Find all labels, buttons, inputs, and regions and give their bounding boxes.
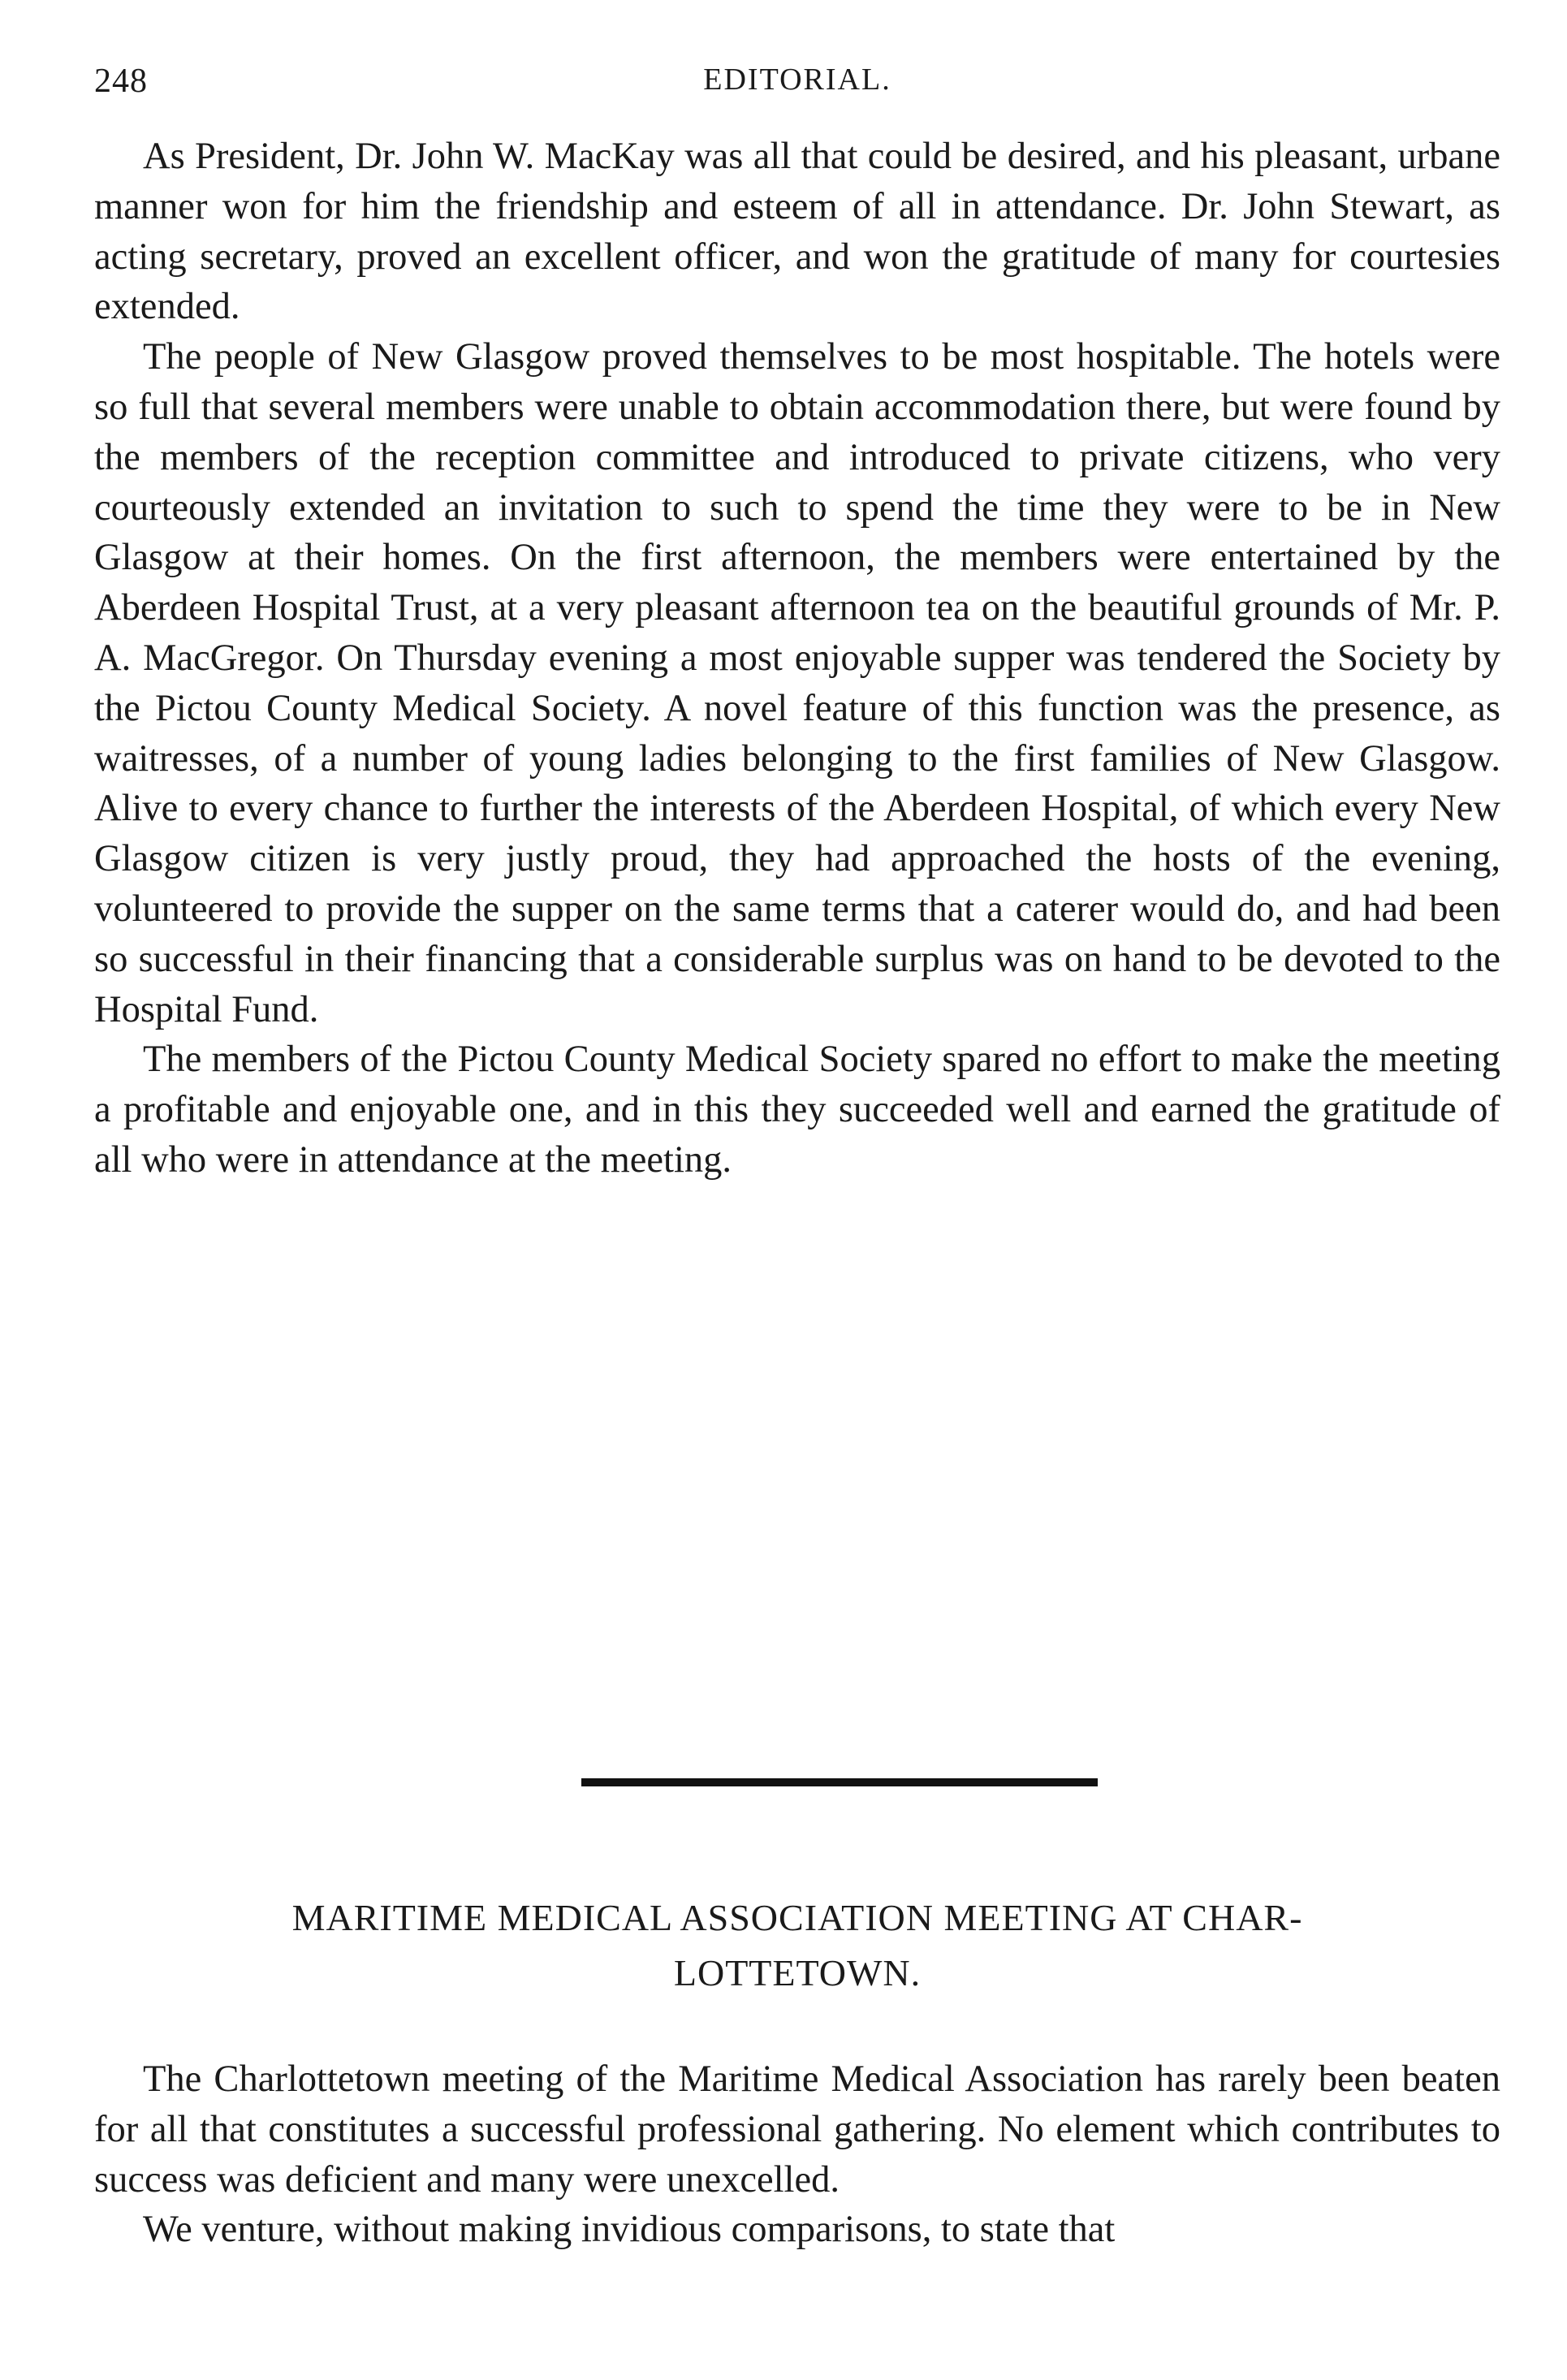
page-number: 248 <box>94 63 148 100</box>
paragraph-president: As President, Dr. John W. MacKay was all that could be desired, and his pleasant, urbane manner won for him the friendship and esteem of all in attendance. Dr. John Stewart, as acting secretary, proved an excellent officer, and won the gratitude of many for courtesies extended. <box>94 136 1500 328</box>
paragraph-charlottetown-meeting: The Charlottetown meeting of the Maritime Medical Association has rarely been beaten for all that constitutes a successful professional gathering. No element which contributes to success was deficient and many were unexcelled. <box>94 2058 1500 2201</box>
article-heading-line-1: MARITIME MEDICAL ASSOCIATION MEETING AT CHAR- <box>291 1897 1303 1938</box>
editorial-text <box>94 132 1500 1186</box>
journal-page <box>94 0 1500 2380</box>
paragraph-hospitality: The people of New Glasgow proved themselves to be most hospitable. The hotels were so full that several members were unable to obtain accommodation there, but were found by the members of the reception committee and introduced to private citizens, who very courteously extended an invitation to such to spend the time they were to be in New Glasgow at their homes. On the first afternoon, the members were entertained by the Aberdeen Hospital Trust, at a very pleasant afternoon tea on the beautiful grounds of Mr. P. A. MacGregor. On Thursday evening a most enjoyable supper was tendered the Society by the Pictou County Medical Society. A novel feature of this function was the presence, as waitresses, of a number of young ladies belonging to the first families of New Glasgow. Alive to every chance to further the interests of the Aberdeen Hospital, of which every New Glasgow citizen is very justly proud, they had approached the hosts of the evening, volunteered to provide the supper on the same terms that a caterer would do, and had been so successful in their financing that a considerable surplus was on hand to be devoted to the Hospital Fund. <box>94 336 1500 1030</box>
running-head <box>94 62 1500 110</box>
article-heading-line-2: LOTTETOWN. <box>673 1952 922 1993</box>
section-label: EDITORIAL. <box>703 63 891 97</box>
paragraph-pictou-society: The members of the Pictou County Medical Society spared no effort to make the meeting a profitable and enjoyable one, and in this they succeeded well and earned the gratitude of all who were in attendance at the meeting. <box>94 1039 1500 1181</box>
article-text <box>94 2054 1500 2255</box>
article-heading <box>94 1890 1500 2001</box>
section-divider <box>581 1778 1098 1786</box>
paragraph-comparisons: We venture, without making invidious comparisons, to state that <box>143 2209 1116 2251</box>
